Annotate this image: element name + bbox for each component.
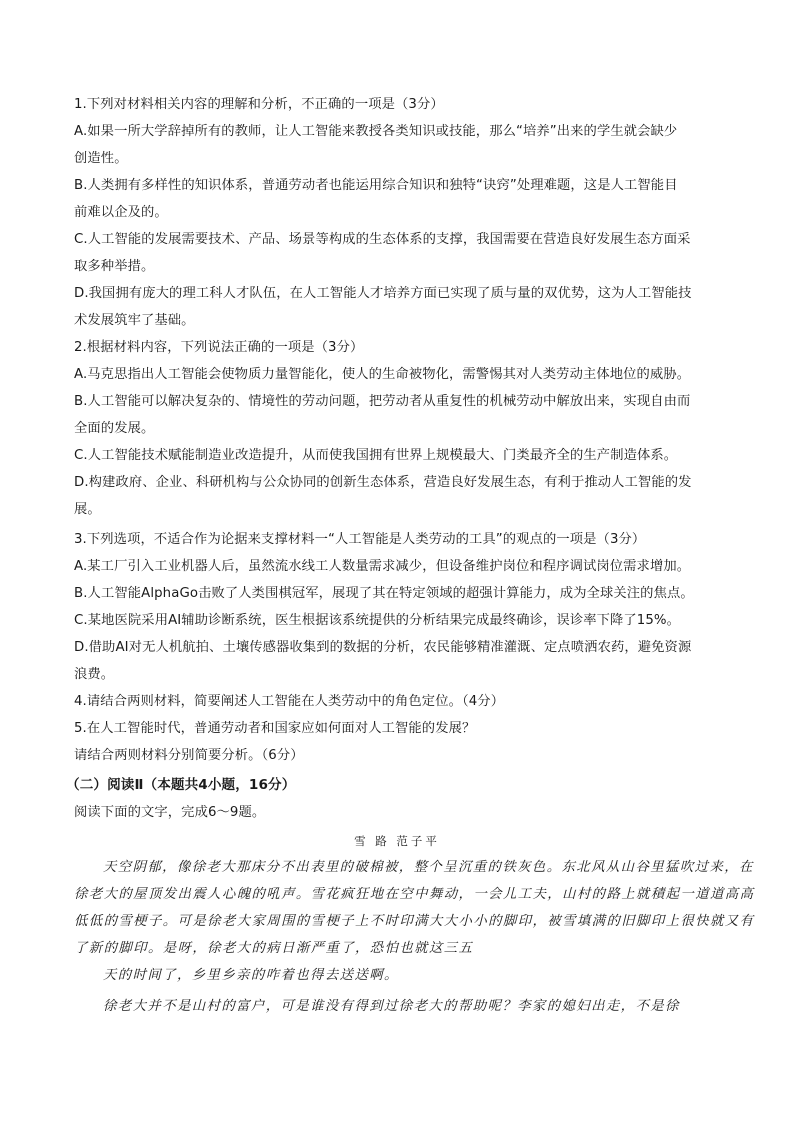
q2-stem: 2.根据材料内容，下列说法正确的一项是（3分） [74,340,364,355]
q1-option-c-line2: 取多种举措。 [74,259,155,274]
story-line-1: 天空阴郁，像徐老大那床分不出表里的破棉被，整个呈沉重的铁灰色。东北风从山谷里猛吹过来，在 [103,860,754,875]
q4-stem: 4.请结合两则材料，简要阐述人工智能在人类劳动中的角色定位。（4分） [74,694,505,709]
story-line-5: 天的时间了，乡里乡亲的咋着也得去送送啊。 [103,968,399,983]
q3-option-c-line1: C.某地医院采用AI辅助诊断系统，医生根据该系统提供的分析结果完成最终确诊，误诊率下降了15%。 [74,613,681,628]
q3-stem: 3.下列选项，不适合作为论据来支撑材料一“人工智能是人类劳动的工具”的观点的一项是（3分） [74,532,646,547]
q1-stem: 1.下列对材料相关内容的理解和分析，不正确的一项是（3分） [74,97,444,112]
q2-option-b-line2: 全面的发展。 [74,421,155,436]
q2-option-d-line1: D.构建政府、企业、科研机构与公众协同的创新生态体系，营造良好发展生态，有利于推动人工智能的发 [74,475,692,490]
q3-option-b-line1: B.人工智能AlphaGo击败了人类围棋冠军，展现了其在特定领域的超强计算能力，成为全球关注的焦点。 [74,586,694,601]
q3-option-d-line2: 浪费。 [74,667,115,682]
q2-option-b-line1: B.人工智能可以解决复杂的、情境性的劳动问题，把劳动者从重复性的机械劳动中解放出来，实现自由而 [74,394,691,409]
q1-option-a-line2: 创造性。 [74,151,128,166]
section-intro: 阅读下面的文字，完成6～9题。 [74,805,266,820]
q5-stem-line1: 5.在人工智能时代，普通劳动者和国家应如何面对人工智能的发展？ [74,721,476,736]
q1-option-b-line1: B.人类拥有多样性的知识体系，普通劳动者也能运用综合知识和独特“诀窍”处理难题，这是人工智能目 [74,178,678,193]
q1-option-a-line1: A.如果一所大学辞掉所有的教师，让人工智能来教授各类知识或技能，那么“培养”出来的学生就会缺少 [74,124,678,139]
q2-option-d-line2: 展。 [74,502,101,517]
story-line-6: 徐老大并不是山村的富户，可是谁没有得到过徐老大的帮助呢？李家的媳妇出走，不是徐 [103,999,680,1014]
q1-option-d-line1: D.我国拥有庞大的理工科人才队伍，在人工智能人才培养方面已实现了质与量的双优势，这为人工智能技 [74,286,692,301]
q5-stem-line2: 请结合两则材料分别简要分析。（6分） [74,748,304,763]
q2-option-c-line1: C.人工智能技术赋能制造业改造提升，从而使我国拥有世界上规模最大、门类最齐全的生产制造体系。 [74,448,678,463]
section-title: （二）阅读Ⅱ（本题共4小题，16分） [66,777,296,793]
q1-option-b-line2: 前难以企及的。 [74,205,168,220]
story-line-4: 了新的脚印。是呀，徐老大的病日渐严重了，恐怕也就这三五 [74,941,474,956]
q3-option-a-line1: A.某工厂引入工业机器人后，虽然流水线工人数量需求减少，但设备维护岗位和程序调试岗位需求增加。 [74,559,691,574]
q3-option-d-line1: D.借助AI对无人机航拍、土壤传感器收集到的数据的分析，农民能够精准灌溉、定点喷洒农药，避免资源 [74,640,692,655]
story-line-2: 徐老大的屋顶发出震人心魄的吼声。雪花疯狂地在空中舞动，一会儿工夫，山村的路上就積起一道道高高 [74,887,755,902]
story-title: 雪 路 范子平 [354,834,440,848]
q1-option-c-line1: C.人工智能的发展需要技术、产品、场景等构成的生态体系的支撑，我国需要在营造良好发展生态方面采 [74,232,691,247]
q2-option-a-line1: A.马克思指出人工智能会使物质力量智能化，使人的生命被物化，需警惕其对人类劳动主体地位的威胁。 [74,367,691,382]
story-line-3: 低低的雪梗子。可是徐老大家周围的雪梗子上不时印满大大小小的脚印，被雪填满的旧脚印上很快就又有 [74,914,755,929]
q1-option-d-line2: 术发展筑牢了基础。 [74,313,195,328]
